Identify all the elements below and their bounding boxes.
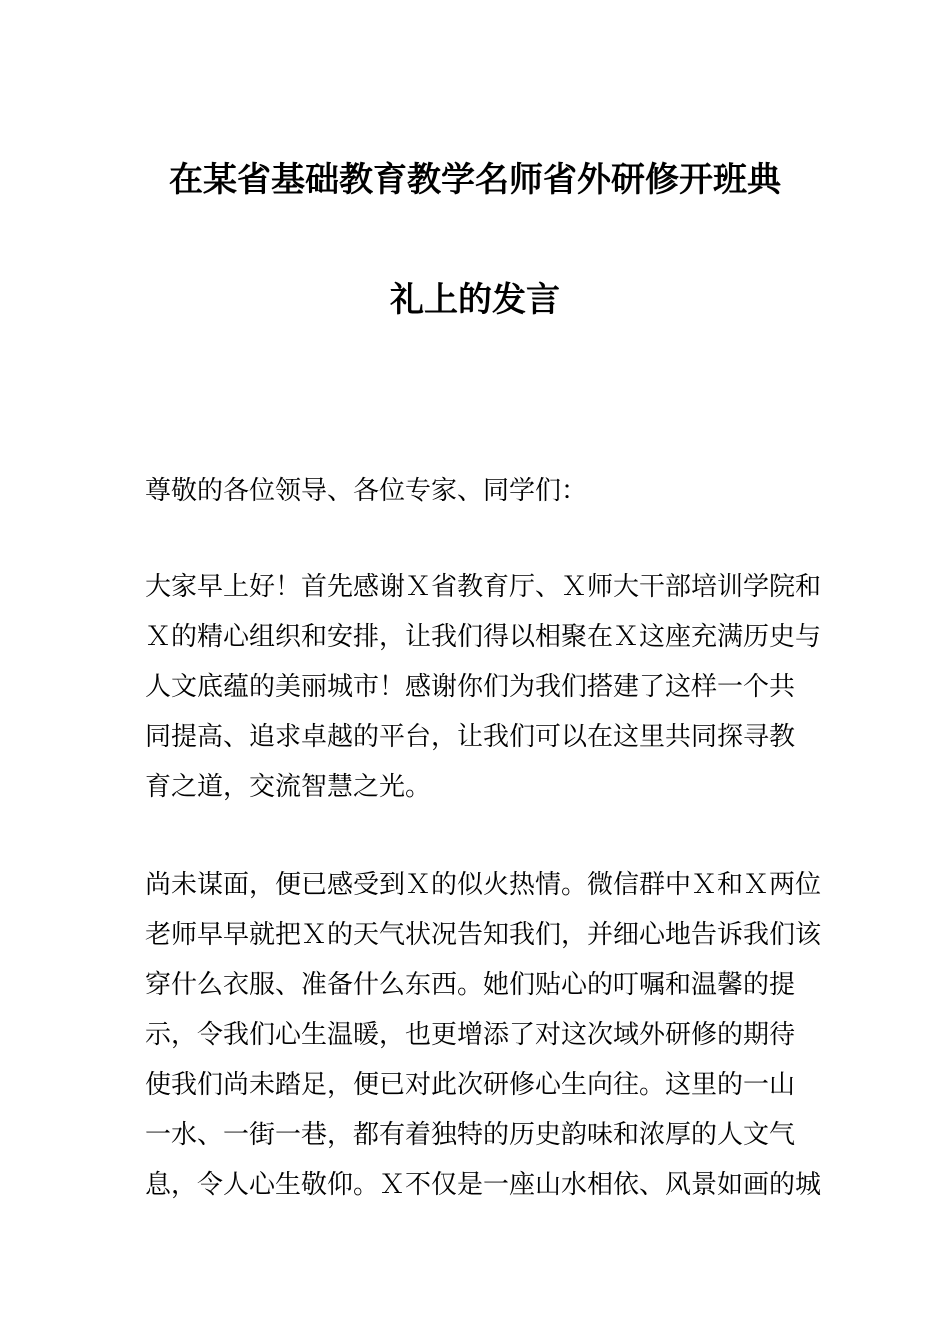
paragraph-line: 尚未谋面，便已感受到Ｘ的似火热情。微信群中Ｘ和Ｘ两位 bbox=[145, 870, 822, 900]
paragraph-line: 示，令我们心生温暖，也更增添了对这次域外研修的期待 bbox=[145, 1020, 796, 1050]
paragraph-line: 一水、一街一巷，都有着独特的历史韵味和浓厚的人文气 bbox=[145, 1120, 796, 1150]
paragraph-line: 老师早早就把Ｘ的天气状况告知我们，并细心地告诉我们该 bbox=[145, 920, 822, 950]
paragraph-line: 穿什么衣服、准备什么东西。她们贴心的叮嘱和温馨的提 bbox=[145, 970, 796, 1000]
paragraph-line: 同提高、追求卓越的平台，让我们可以在这里共同探寻教 bbox=[145, 722, 796, 752]
paragraph-line: Ｘ的精心组织和安排，让我们得以相聚在Ｘ这座充满历史与 bbox=[145, 622, 822, 652]
salutation-text: 尊敬的各位领导、各位专家、同学们： bbox=[145, 476, 588, 506]
document-title-line-1: 在某省基础教育教学名师省外研修开班典 bbox=[169, 160, 781, 200]
document-title-line-2: 礼上的发言 bbox=[390, 280, 560, 320]
paragraph-line: 息，令人心生敬仰。Ｘ不仅是一座山水相依、风景如画的城 bbox=[145, 1170, 822, 1200]
paragraph-line: 人文底蕴的美丽城市！感谢你们为我们搭建了这样一个共 bbox=[145, 672, 796, 702]
salutation bbox=[145, 466, 810, 516]
paragraph-line: 使我们尚未踏足，便已对此次研修心生向往。这里的一山 bbox=[145, 1070, 796, 1100]
paragraph-2 bbox=[145, 860, 822, 1210]
paragraph-line: 育之道，交流智慧之光。 bbox=[145, 772, 432, 802]
paragraph-line: 大家早上好！首先感谢Ｘ省教育厅、Ｘ师大干部培训学院和 bbox=[145, 572, 822, 602]
paragraph-1 bbox=[145, 562, 822, 812]
